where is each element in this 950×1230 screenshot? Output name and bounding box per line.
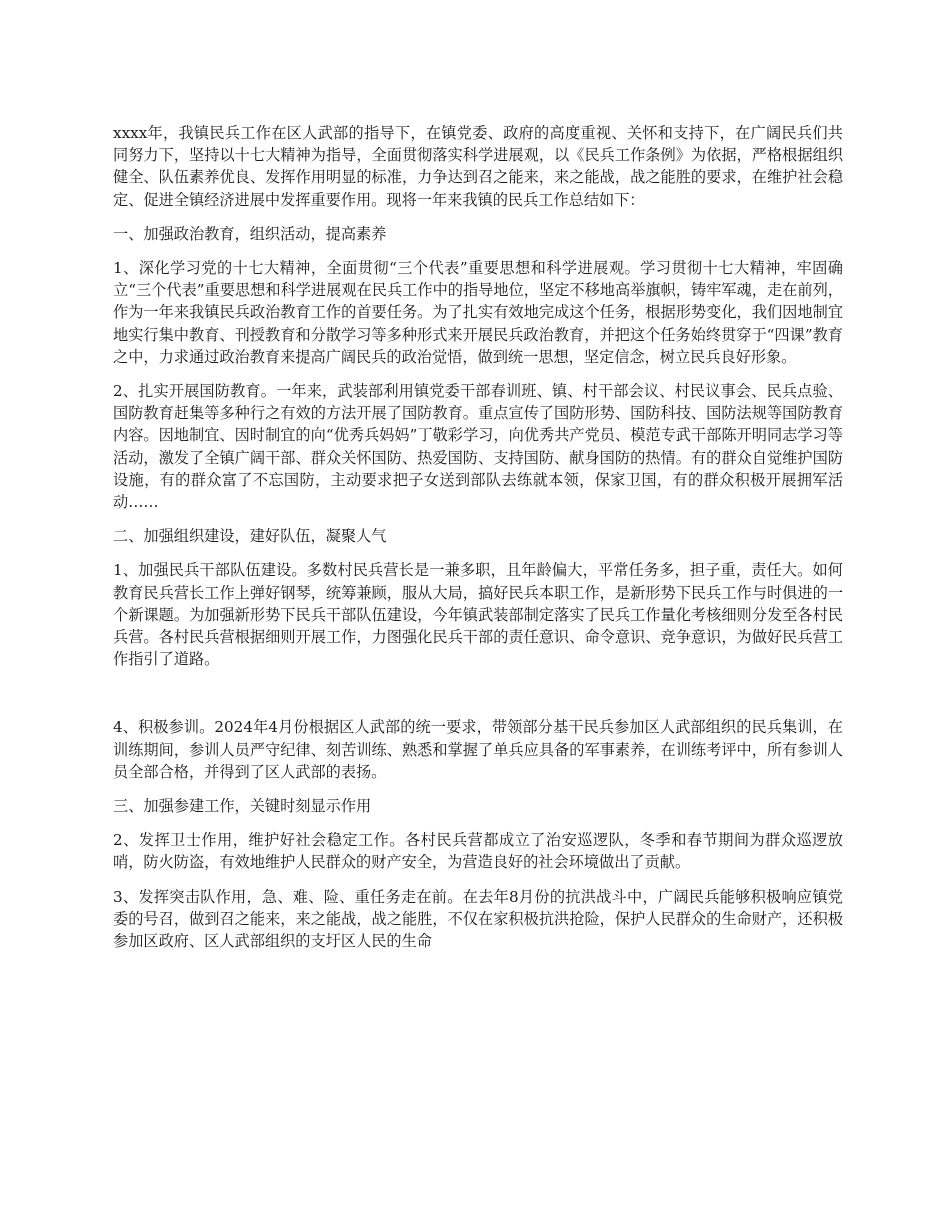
intro-paragraph: xxxx年，我镇民兵工作在区人武部的指导下，在镇党委、政府的高度重视、关怀和支持下，在广阔民兵们共同努力下，坚持以十七大精神为指导，全面贯彻落实科学进展观，以《民兵工作条例》为依据，严格根据组织健全、队伍素养优良、发挥作用明显的标准，力争达到召之能来，来之能战，战之能胜的要求，在维护社会稳定、促进全镇经济进展中发挥重要作用。现将一年来我镇的民兵工作总结如下：	[113, 124, 843, 209]
paragraph-2-4: 4、积极参训。2024年4月份根据区人武部的统一要求，带领部分基干民兵参加区人武部组织的民兵集训，在训练期间，参训人员严守纪律、刻苦训练、熟悉和掌握了单兵应具备的军事素养，在训练考评中，所有参训人员全部合格，并得到了区人武部的表扬。	[113, 718, 843, 781]
paragraph-1-1: 1、深化学习党的十七大精神，全面贯彻“三个代表”重要思想和科学进展观。学习贯彻十七大精神，牢固确立“三个代表”重要思想和科学进展观在民兵工作中的指导地位，坚定不移地高举旗帜，铸牢军魂，走在前列，作为一年来我镇民兵政治教育工作的首要任务。为了扎实有效地完成这个任务，根据形势变化，我们因地制宜地实行集中教育、刊授教育和分散学习等多种形式来开展民兵政治教育，并把这个任务始终贯穿于“四课”教育之中，力求通过政治教育来提高广阔民兵的政治觉悟，做到统一思想，坚定信念，树立民兵良好形象。	[113, 259, 843, 366]
section-heading-3: 三、加强参建工作，关键时刻显示作用	[113, 797, 372, 816]
paragraph-3-3: 3、发挥突击队作用，急、难、险、重任务走在前。在去年8月份的抗洪战斗中，广阔民兵能够积极响应镇党委的号召，做到召之能来，来之能战，战之能胜，不仅在家积极抗洪抢险，保护人民群众的生命财产，还积极参加区政府、区人武部组织的支圩区人民的生命	[113, 887, 843, 951]
section-heading-2: 二、加强组织建设，建好队伍，凝聚人气	[113, 527, 387, 546]
blank-gap	[113, 682, 843, 716]
paragraph-1-2: 2、扎实开展国防教育。一年来，武装部利用镇党委干部春训班、镇、村干部会议、村民议事会、民兵点验、国防教育赶集等多种行之有效的方法开展了国防教育。重点宣传了国防形势、国防科技、国防法规等国防教育内容。因地制宜、因时制宜的向“优秀兵妈妈”丁敬彩学习，向优秀共产党员、模范专武干部陈开明同志学习等活动，激发了全镇广阔干部、群众关怀国防、热爱国防、支持国防、献身国防的热情。有的群众自觉维护国防设施，有的群众富了不忘国防，主动要求把子女送到部队去练就本领，保家卫国，有的群众积极开展拥军活动……	[113, 382, 843, 512]
paragraph-2-1: 1、加强民兵干部队伍建设。多数村民兵营长是一兼多职，且年龄偏大，平常任务多，担子重，责任大。如何教育民兵营长工作上弹好钢琴，统筹兼顾，服从大局，搞好民兵本职工作，是新形势下民兵工作与时俱进的一个新课题。为加强新形势下民兵干部队伍建设，今年镇武装部制定落实了民兵工作量化考核细则分发至各村民兵营。各村民兵营根据细则开展工作，力图强化民兵干部的责任意识、命令意识、竞争意识，为做好民兵营工作指引了道路。	[113, 561, 843, 669]
paragraph-3-2: 2、发挥卫士作用，维护好社会稳定工作。各村民兵营都成立了治安巡逻队，冬季和春节期间为群众巡逻放哨，防火防盗，有效地维护人民群众的财产安全，为营造良好的社会环境做出了贡献。	[113, 831, 843, 872]
section-heading-1: 一、加强政治教育，组织活动，提高素养	[113, 224, 387, 243]
document-body	[113, 122, 843, 964]
